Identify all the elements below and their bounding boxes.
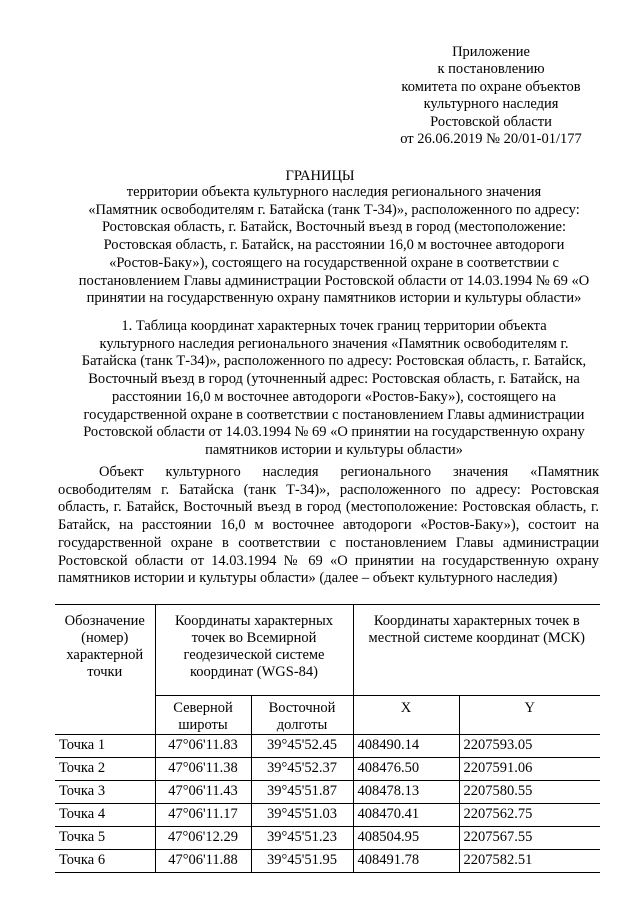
section-line: Ростовской области от 14.03.1994 № 69 «О принятии на государственную охрану (83, 424, 585, 441)
appendix-line: к постановлению (437, 61, 545, 78)
cell-y: 2207567.55 (459, 827, 600, 850)
header-lat: Северной широты (155, 696, 251, 735)
section-line: Батайска (танк Т-34)», расположенного по адресу: Ростовская область, г. Батайск, (81, 353, 587, 370)
cell-lon: 39°45'52.45 (251, 735, 353, 758)
header-point: Обозначение (номер) характерной точки (55, 605, 155, 735)
appendix-block (380, 44, 602, 148)
table-row (55, 758, 600, 781)
cell-lat: 47°06'12.29 (155, 827, 251, 850)
subtitle-line: территории объекта культурного наследия регионального значения (126, 184, 542, 200)
document-subtitle (54, 184, 614, 308)
table-row (55, 827, 600, 850)
cell-point: Точка 4 (55, 804, 155, 827)
section-line: Восточный въезд в город (уточненный адрес: Ростовская область, г. Батайск, на (88, 371, 580, 388)
table-row (55, 850, 600, 873)
body-paragraph: Объект культурного наследия регионального значения «Памятник освободителям г. Батайска (танк Т-34)», расположенного по адресу: Ростовская область, г. Батайск, Восточный въезд в город (местоположение: Ростовская область, г. Батайск, на расстоянии 16,0 м восточнее автодороги «Ростов-Баку»), состоит на государственной охране в соответствии с постановлением Главы администрации Ростовской области от 14.03.1994 № 69 «О принятии на государственную охрану памятников истории и культуры области» (далее – объект культурного наследия) (58, 464, 599, 587)
section-line: расстоянии 16,0 м восточнее автодороги «Ростов-Баку»), состоящего на (112, 388, 556, 405)
cell-lon: 39°45'51.23 (251, 827, 353, 850)
subtitle-line: постановлением Главы администрации Ростовской области от 14.03.1994 № 69 «О (78, 272, 590, 289)
cell-lon: 39°45'51.95 (251, 850, 353, 873)
cell-y: 2207593.05 (459, 735, 600, 758)
table-row (55, 804, 600, 827)
section-line: памятников истории и культуры области» (205, 441, 463, 458)
cell-y: 2207582.51 (459, 850, 600, 873)
cell-y: 2207562.75 (459, 804, 600, 827)
cell-point: Точка 3 (55, 781, 155, 804)
subtitle-line: Ростовская область, г. Батайск, Восточный въезд в город (местоположение: (101, 219, 567, 236)
document-title: ГРАНИЦЫ (285, 168, 355, 184)
subtitle-line: Ростовская область, г. Батайск, на расстоянии 16,0 м восточнее автодороги (103, 237, 565, 254)
header-y: Y (459, 696, 600, 735)
appendix-line: Ростовской области (430, 113, 552, 130)
appendix-line: культурного наследия (423, 96, 559, 113)
cell-x: 408476.50 (353, 758, 459, 781)
cell-lon: 39°45'51.03 (251, 804, 353, 827)
table-header-row (55, 605, 600, 696)
cell-point: Точка 6 (55, 850, 155, 873)
cell-lon: 39°45'52.37 (251, 758, 353, 781)
appendix-line: от 26.06.2019 № 20/01-01/177 (400, 131, 582, 148)
appendix-line: Приложение (452, 44, 530, 60)
section-heading (54, 318, 614, 460)
cell-point: Точка 5 (55, 827, 155, 850)
cell-point: Точка 1 (55, 735, 155, 758)
cell-lat: 47°06'11.83 (155, 735, 251, 758)
table-row (55, 781, 600, 804)
header-msk: Координаты характерных точек в местной системе координат (МСК) (353, 605, 600, 696)
cell-x: 408504.95 (353, 827, 459, 850)
header-lon: Восточной долготы (251, 696, 353, 735)
header-x: X (353, 696, 459, 735)
cell-lat: 47°06'11.17 (155, 804, 251, 827)
cell-x: 408478.13 (353, 781, 459, 804)
subtitle-line: принятии на государственную охрану памятников истории и культуры области» (86, 290, 582, 307)
section-line: государственной охране в соответствии с постановлением Главы администрации (83, 406, 585, 423)
cell-y: 2207591.06 (459, 758, 600, 781)
section-line: 1. Таблица координат характерных точек границ территории объекта (121, 318, 547, 334)
subtitle-line: «Ростов-Баку»), состоящего на государственной охране в соответствии с (109, 254, 559, 271)
subtitle-line: «Памятник освободителям г. Батайска (танк Т-34)», расположенного по адресу: (88, 201, 580, 218)
appendix-line: комитета по охране объектов (401, 78, 581, 95)
header-wgs: Координаты характерных точек во Всемирной геодезической системе координат (WGS-84) (155, 605, 353, 696)
cell-lat: 47°06'11.38 (155, 758, 251, 781)
cell-point: Точка 2 (55, 758, 155, 781)
table-row (55, 735, 600, 758)
cell-x: 408490.14 (353, 735, 459, 758)
cell-x: 408491.78 (353, 850, 459, 873)
cell-lat: 47°06'11.88 (155, 850, 251, 873)
coordinates-table (55, 604, 600, 873)
cell-y: 2207580.55 (459, 781, 600, 804)
cell-lon: 39°45'51.87 (251, 781, 353, 804)
cell-lat: 47°06'11.43 (155, 781, 251, 804)
section-line: культурного наследия регионального значения «Памятник освободителям г. (99, 335, 569, 352)
cell-x: 408470.41 (353, 804, 459, 827)
